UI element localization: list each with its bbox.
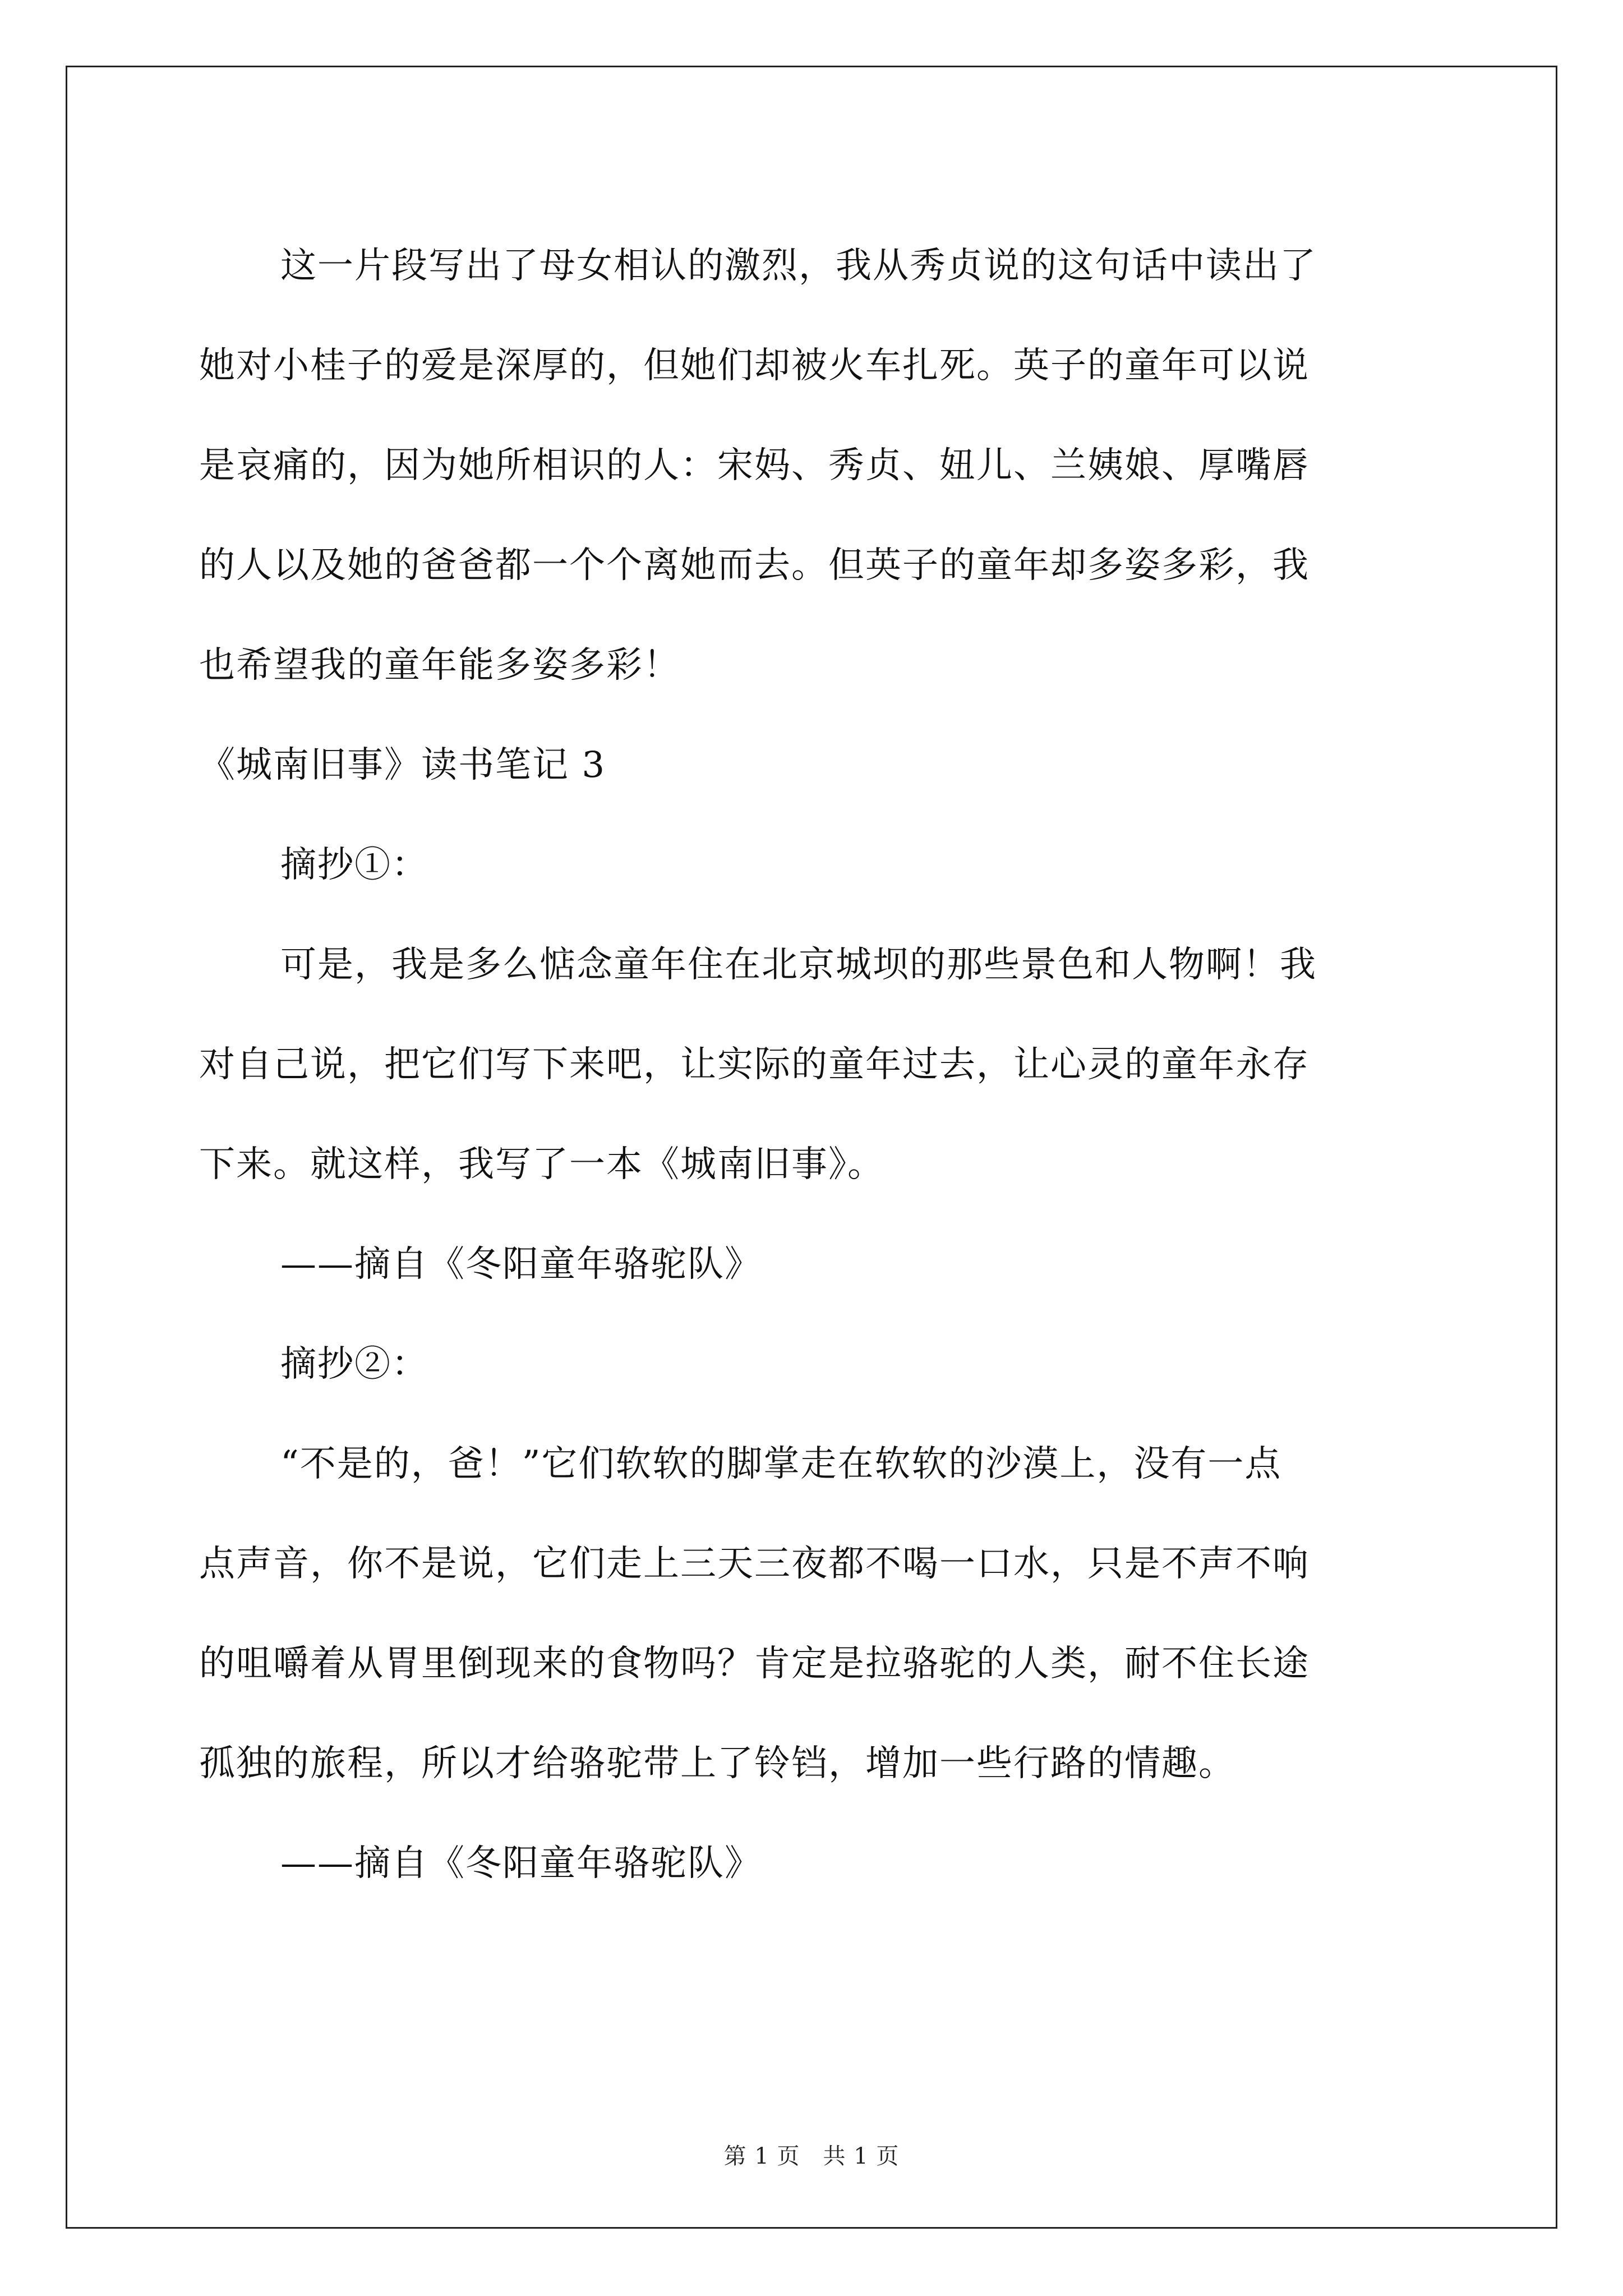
excerpt-source: ——摘自《冬阳童年骆驼队》 [280,1843,762,1884]
paragraph-line: 下来。就这样，我写了一本《城南旧事》。 [199,1144,884,1185]
page-number: 第 1 页 共 1 页 [723,2143,900,2169]
paragraph-line: 对自己说，把它们写下来吧，让实际的童年过去，让心灵的童年永存 [199,1044,1310,1085]
section-heading: 《城南旧事》读书笔记 3 [199,744,606,786]
paragraph-line: 孤独的旅程，所以才给骆驼带上了铃铛，增加一些行路的情趣。 [199,1743,1235,1784]
paragraph-line: 也希望我的童年能多姿多彩！ [199,645,680,686]
paragraph-line: 点声音，你不是说，它们走上三天三夜都不喝一口水，只是不声不响 [199,1543,1310,1585]
paragraph-line: 可是，我是多么惦念童年住在北京城坝的那些景色和人物啊！我 [280,944,1317,986]
excerpt-label: 摘抄①： [280,844,428,886]
paragraph-line: 这一片段写出了母女相认的激烈，我从秀贞说的这句话中读出了 [280,245,1317,287]
paragraph-line: 的咀嚼着从胃里倒现来的食物吗？肯定是拉骆驼的人类，耐不住长途 [199,1643,1310,1685]
paragraph-line: 是哀痛的，因为她所相识的人：宋妈、秀贞、妞儿、兰姨娘、厚嘴唇 [199,445,1310,486]
paragraph-line: 的人以及她的爸爸都一个个离她而去。但英子的童年却多姿多彩，我 [199,545,1310,586]
excerpt-source: ——摘自《冬阳童年骆驼队》 [280,1244,762,1285]
document-body [199,216,1433,1913]
paragraph-line: 她对小桂子的爱是深厚的，但她们却被火车扎死。英子的童年可以说 [199,345,1310,386]
paragraph-line: “不是的，爸！”它们软软的脚掌走在软软的沙漠上，没有一点 [280,1443,1282,1485]
excerpt-label: 摘抄②： [280,1343,428,1385]
